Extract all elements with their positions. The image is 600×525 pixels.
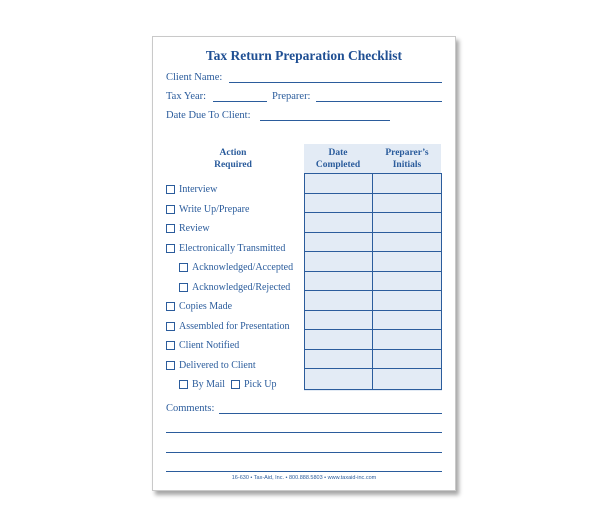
item-label: Delivered to Client — [179, 359, 256, 371]
checklist-item-electronically-transmitted[interactable] — [166, 241, 285, 255]
grid-border-right — [441, 173, 442, 390]
tax-year-line[interactable] — [213, 101, 267, 102]
item-label: Acknowledged/Rejected — [192, 281, 291, 293]
column-initials-line2: Initials — [392, 160, 422, 170]
checklist-item-assembled[interactable] — [166, 319, 290, 333]
checkbox-icon[interactable] — [179, 283, 188, 292]
column-action-line2: Required — [214, 160, 252, 170]
grid-row-line — [304, 389, 442, 390]
date-due-label: Date Due To Client: — [166, 110, 251, 121]
date-due-line[interactable] — [260, 120, 390, 121]
checkbox-icon[interactable] — [231, 380, 240, 389]
column-date-line1: Date — [328, 148, 348, 158]
item-label: By Mail — [192, 378, 226, 390]
column-action-line1: Action — [219, 148, 247, 158]
checklist-item-review[interactable] — [166, 221, 210, 235]
column-preparer-initials — [372, 147, 442, 171]
comments-line[interactable] — [166, 471, 442, 472]
item-label: Assembled for Presentation — [179, 320, 290, 332]
checklist-item-copies-made[interactable] — [166, 299, 232, 313]
checkbox-icon[interactable] — [166, 302, 175, 311]
comments-line[interactable] — [166, 432, 442, 433]
grid-row-line — [304, 173, 442, 174]
checkbox-icon[interactable] — [166, 244, 175, 253]
grid-divider — [372, 173, 373, 390]
checkbox-icon[interactable] — [166, 205, 175, 214]
checklist-item-write-up[interactable] — [166, 202, 249, 216]
checklist-item-client-notified[interactable] — [166, 338, 239, 352]
checkbox-icon[interactable] — [166, 224, 175, 233]
checkbox-icon[interactable] — [179, 263, 188, 272]
client-name-label: Client Name: — [166, 72, 223, 83]
checkbox-icon[interactable] — [166, 361, 175, 370]
column-initials-line1: Preparer’s — [385, 148, 429, 158]
comments-line[interactable] — [166, 452, 442, 453]
item-label: Copies Made — [179, 300, 233, 312]
grid-row-line — [304, 232, 442, 233]
column-action-required — [198, 147, 268, 171]
item-label: Pick Up — [244, 378, 277, 390]
checklist-sheet — [152, 36, 456, 491]
item-label: Electronically Transmitted — [179, 242, 286, 254]
item-label: Acknowledged/Accepted — [192, 261, 294, 273]
preparer-line[interactable] — [316, 101, 442, 102]
grid-border-left — [304, 173, 305, 390]
tax-year-label: Tax Year: — [166, 91, 207, 102]
preparer-label: Preparer: — [272, 91, 311, 102]
item-label: Review — [179, 222, 210, 234]
grid-row-line — [304, 290, 442, 291]
grid-row-line — [304, 329, 442, 330]
checklist-item-delivered[interactable] — [166, 358, 256, 372]
item-label: Write Up/Prepare — [179, 203, 250, 215]
client-name-line[interactable] — [229, 82, 442, 83]
grid-row-line — [304, 271, 442, 272]
form-title: Tax Return Preparation Checklist — [205, 48, 403, 63]
item-label: Client Notified — [179, 339, 240, 351]
checklist-item-acknowledged-accepted[interactable] — [179, 260, 293, 274]
checklist-item-interview[interactable] — [166, 182, 217, 196]
column-date-line2: Completed — [315, 160, 361, 170]
checklist-item-pick-up[interactable] — [231, 377, 277, 391]
checkbox-icon[interactable] — [166, 341, 175, 350]
form-footer: 16-630 • Tax-Aid, Inc. • 800.888.5803 • www.taxaid-inc.com — [231, 475, 377, 481]
grid-row-line — [304, 349, 442, 350]
checkbox-icon[interactable] — [179, 380, 188, 389]
grid-row-line — [304, 251, 442, 252]
grid-row-line — [304, 310, 442, 311]
completion-grid — [304, 173, 442, 391]
checkbox-icon[interactable] — [166, 322, 175, 331]
column-date-completed — [304, 147, 372, 171]
grid-row-line — [304, 368, 442, 369]
grid-row-line — [304, 212, 442, 213]
comments-line[interactable] — [219, 413, 442, 414]
grid-row-line — [304, 193, 442, 194]
comments-label: Comments: — [166, 403, 215, 414]
item-label: Interview — [179, 183, 218, 195]
checklist-item-by-mail[interactable] — [179, 377, 225, 391]
checkbox-icon[interactable] — [166, 185, 175, 194]
checklist-item-acknowledged-rejected[interactable] — [179, 280, 290, 294]
